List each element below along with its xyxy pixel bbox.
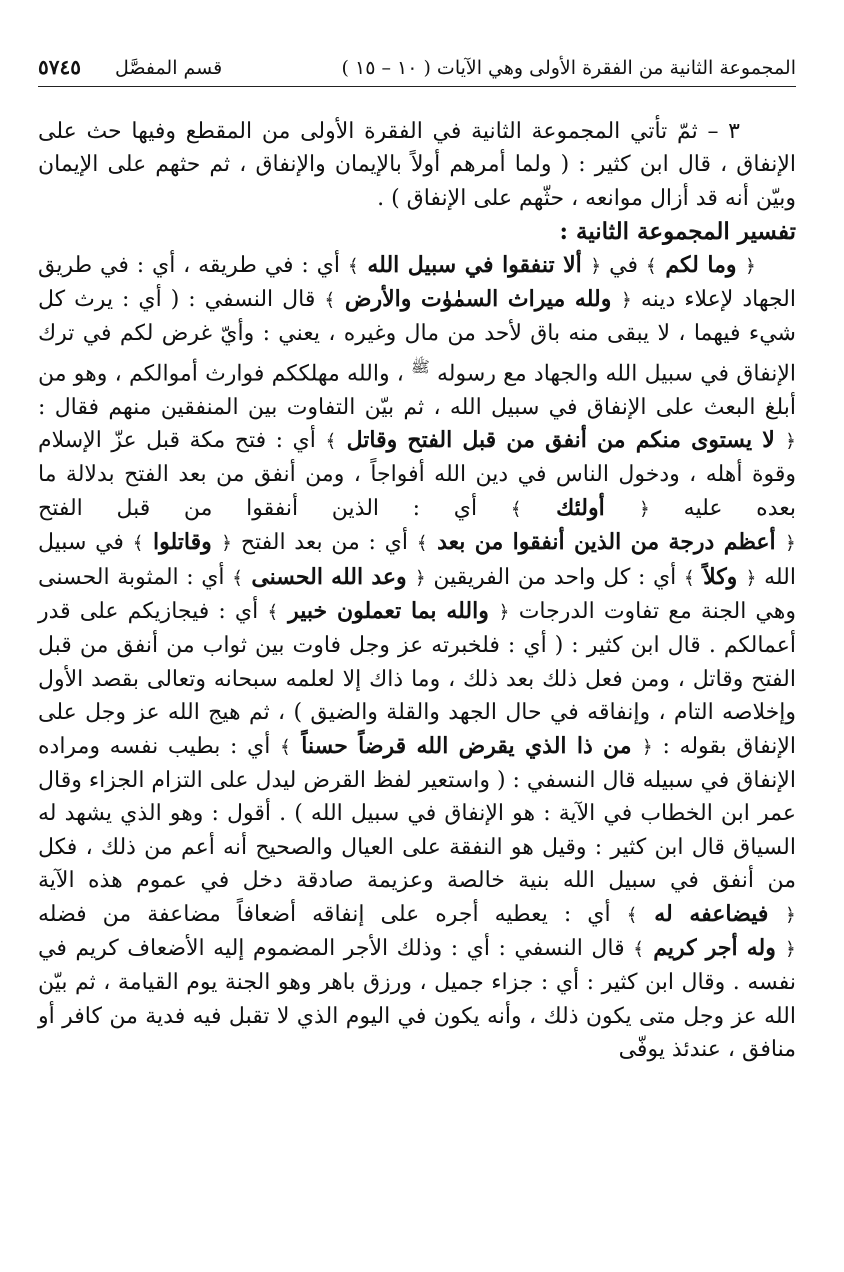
commentary-text: أي : الذين أنفقوا من قبل الفتح xyxy=(38,495,478,521)
commentary-text: أي : كل واحد من الفريقين xyxy=(433,564,677,590)
quran-text: فيضاعفه له xyxy=(654,900,769,927)
quran-text: أعظم درجة من الذين أنفقوا من بعد xyxy=(437,529,776,556)
ornament-open: ﴿ xyxy=(785,430,797,452)
quran-quote xyxy=(267,598,509,624)
quran-quote xyxy=(511,495,650,521)
commentary-text: أي : فتح مكة قبل عزّ الإسلام وقوة أهله ، ودخول الناس في دين الله أفواجاً ، ومن أنفق من بعد الفتح بدلالة ما بعده عليه xyxy=(38,427,796,521)
header-left-group xyxy=(38,52,222,83)
section-heading: تفسير المجموعة الثانية : xyxy=(559,218,796,246)
commentary-text: أي : في طريقه ، أي : في طريق الجهاد لإعلاء دينه xyxy=(38,252,796,313)
ornament-open: ﴿ xyxy=(590,255,602,277)
page-number: ٥٧٤٥ xyxy=(38,55,81,79)
commentary-text: في xyxy=(609,252,638,278)
intro-paragraph: ٣ – ثمّ تأتي المجموعة الثانية في الفقرة الأولى من المقطع وفيها حث على الإنفاق ، قال ابن كثير : ( ولما أمرهم أولاً بالإيمان والإنفاق ، ثم حثهم على الإيمان وبيّن أنه قد أزال موانعه ، حثّهم على الإنفاق ) . xyxy=(38,119,796,211)
ornament-open: ﴿ xyxy=(498,602,510,624)
commentary-text: أي : المثوبة الحسنى وهي الجنة مع تفاوت الدرجات xyxy=(38,564,796,625)
running-header xyxy=(38,52,796,87)
ornament-open: ﴿ xyxy=(620,290,632,312)
ornament-open: ﴿ xyxy=(785,904,796,926)
quran-quote xyxy=(348,252,601,278)
quran-quote xyxy=(627,901,796,927)
commentary-text: في سبيل الله xyxy=(38,530,796,590)
quran-text: وما لكم xyxy=(665,251,737,278)
ornament-close: ﴾ xyxy=(626,904,638,926)
ornament-close: ﴾ xyxy=(633,939,645,961)
ornament-close: ﴾ xyxy=(267,602,279,624)
ornament-close: ﴾ xyxy=(416,533,428,555)
commentary-text: أي : يعطيه أجره على إنفاقه أضعافاً مضاعفة من فضله xyxy=(38,901,611,927)
ornament-close: ﴾ xyxy=(232,567,244,589)
quran-text: من ذا الذي يقرض الله قرضاً حسناً xyxy=(301,732,632,759)
quran-text: ولله ميراث السمٰوٰت والأرض xyxy=(344,286,612,313)
quran-quote xyxy=(133,529,232,555)
commentary-text: أي : فيجازيكم على قدر أعمالكم . قال ابن كثير : ( أي : فلخبرته عز وجل فاوت بين ثواب من أنفق من قبل الفتح وقاتل ، ومن فعل ذلك بعد ذلك ، وما ذاك إلا لعلمه سبحانه وتعالى بقصد الأول وإخلاصه التام ، وإنفاقه في حال الجهد والقلة والضيق ) ، ثم هيج الله عز وجل على الإنفاق بقوله : xyxy=(38,599,796,759)
commentary-paragraph xyxy=(38,249,796,1067)
ornament-open: ﴿ xyxy=(785,939,796,961)
page xyxy=(38,52,796,1252)
ornament-open: ﴿ xyxy=(745,255,756,277)
quran-text: والله بما تعملون خبير xyxy=(288,598,489,625)
quran-quote xyxy=(232,564,426,590)
ornament-close: ﴾ xyxy=(132,533,144,555)
quran-text: لا يستوى منكم من أنفق من قبل الفتح وقاتل xyxy=(346,426,775,453)
ornament-close: ﴾ xyxy=(347,255,359,277)
ornament-open: ﴿ xyxy=(414,567,426,589)
ornament-open: ﴿ xyxy=(641,736,653,758)
commentary-text: ، والله مهلككم فوارث أموالكم ، وهو من أبلغ البعث على الإنفاق في سبيل الله ، ثم بيّن التفاوت بين المنفقين منهم فقال : xyxy=(38,361,796,420)
quran-quote xyxy=(633,935,796,961)
quran-text: وله أجر كريم xyxy=(653,935,776,962)
quran-quote xyxy=(684,564,757,590)
ornament-close: ﴾ xyxy=(325,430,337,452)
ornament-open: ﴿ xyxy=(745,567,757,589)
commentary-text: أي : من بعد الفتح xyxy=(240,530,409,556)
ornament-open: ﴿ xyxy=(785,533,796,555)
quran-quote xyxy=(280,733,653,759)
quran-text: وعد الله الحسنى xyxy=(251,563,407,590)
ornament-close: ﴾ xyxy=(645,255,657,277)
quran-text: وكلاً xyxy=(703,563,738,590)
ornament-close: ﴾ xyxy=(280,736,291,758)
quran-quote xyxy=(417,529,796,555)
header-title: المجموعة الثانية من الفقرة الأولى وهي الآيات ( ١٠ – ١٥ ) xyxy=(341,57,796,79)
ornament-close: ﴾ xyxy=(324,290,336,312)
quran-quote xyxy=(324,286,632,312)
quran-text: أولئك xyxy=(556,494,605,521)
ornament-open: ﴿ xyxy=(639,498,650,520)
ornament-close: ﴾ xyxy=(683,567,695,589)
commentary-text: قال النسفي : ( أي : يرث كل شيء فيهما ، لا يبقى منه باق لأحد من مال وغيره ، يعني : وأيّ غرض لكم في ترك الإنفاق في سبيل الله والجهاد مع رسوله xyxy=(38,287,796,387)
quran-text: وقاتلوا xyxy=(153,529,212,556)
quran-quote xyxy=(325,427,796,453)
ornament-open: ﴿ xyxy=(221,533,233,555)
ornament-close: ﴾ xyxy=(510,498,522,520)
quran-quote xyxy=(646,252,756,278)
quran-text: ألا تنفقوا في سبيل الله xyxy=(367,251,582,278)
commentary-text: أي : بطيب نفسه ومراده الإنفاق في سبيله قال النسفي : ( واستعير لفظ القرض ليدل على التزام الجزاء وقال عمر ابن الخطاب في الآية : هو الإنفاق في سبيل الله ) . أقول : وهو الذي يشهد له السياق قال ابن كثير : وقيل هو النفقة على العيال والصحيح أنه أعم من ذلك ، فكل من أنفق في سبيل الله بنية خالصة وعزيمة صادقة دخل في عموم هذه الآية xyxy=(38,733,796,894)
honorific-symbol: ﷺ xyxy=(411,357,430,376)
body-text xyxy=(38,115,796,1067)
header-section-name: قسم المفصَّل xyxy=(114,57,223,79)
commentary-text: قال النسفي : أي : وذلك الأجر المضموم إليه الأضعاف كريم في نفسه . وقال ابن كثير : أي : جزاء جميل ، ورزق باهر وهو الجنة يوم القيامة ، ثم بيّن الله عز وجل متى يكون ذلك ، وأنه يكون في اليوم الذي لا تقبل فيه فدية من كافر أو منافق ، عندئذ يوفّى xyxy=(38,936,796,1063)
